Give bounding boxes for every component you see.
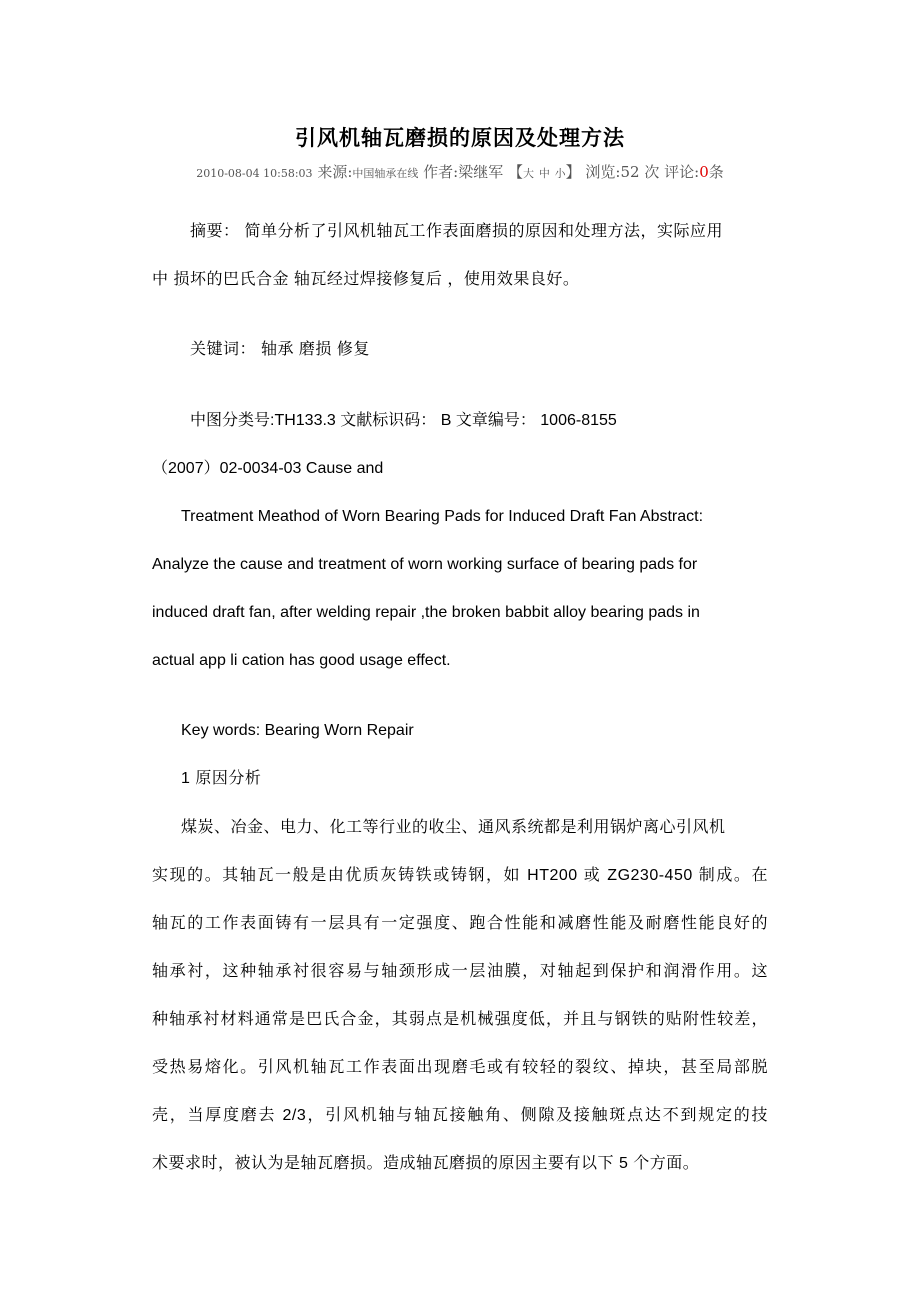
font-size-bracket-close: 】 (565, 163, 581, 181)
body-line-5: 种轴承衬材料通常是巴氏合金，其弱点是机械强度低，并且与钢铁的贴附性较差， (152, 1011, 768, 1028)
article-title: 引风机轴瓦磨损的原因及处理方法 (295, 125, 625, 150)
comments-label: 评论: (664, 163, 700, 181)
abstract-cn-line-2: 中 损坏的巴氏合金 轴瓦经过焊接修复后 ，使用效果良好。 (152, 271, 580, 288)
views-unit: 次 (644, 163, 660, 181)
author-name: 梁继军 (458, 163, 504, 181)
publish-datetime: 2010-08-04 10:58:03 (196, 167, 313, 180)
body-line-4: 轴承衬，这种轴承衬很容易与轴颈形成一层油膜，对轴起到保护和润滑作用。这 (152, 963, 768, 980)
abstract-en-line-1: Treatment Meathod of Worn Bearing Pads for Induced Draft Fan Abstract: (181, 508, 704, 525)
abstract-cn-line-1: 摘要： 简单分析了引风机轴瓦工作表面磨损的原因和处理方法，实际应用 (190, 223, 723, 240)
body-line-7: 壳，当厚度磨去 2/3，引风机轴与轴瓦接触角、侧隙及接触斑点达不到规定的技 (152, 1107, 768, 1124)
font-small-link[interactable]: 小 (554, 167, 566, 180)
source-label: 来源: (317, 163, 353, 181)
body-line-2: 实现的。其轴瓦一般是由优质灰铸铁或铸钢，如 HT200 或 ZG230-450 制成。在 (152, 867, 768, 884)
body-line-8: 术要求时，被认为是轴瓦磨损。造成轴瓦磨损的原因主要有以下 5 个方面。 (152, 1155, 700, 1172)
classification-line-2: （2007）02-0034-03 Cause and (152, 460, 384, 477)
section-heading-1: 1 原因分析 (181, 770, 262, 787)
abstract-en-line-3: induced draft fan, after welding repair ,the broken babbit alloy bearing pads in (152, 604, 700, 621)
font-medium-link[interactable]: 中 (538, 167, 550, 180)
abstract-en-line-2: Analyze the cause and treatment of worn working surface of bearing pads for (152, 556, 698, 573)
abstract-en-line-4: actual app li cation has good usage effect. (152, 652, 451, 669)
classification-line: 中图分类号:TH133.3 文献标识码： B 文章编号： 1006-8155 (190, 412, 617, 429)
views-label: 浏览: (585, 163, 621, 181)
views-count: 52 (620, 163, 640, 181)
body-line-3: 轴瓦的工作表面铸有一层具有一定强度、跑合性能和减磨性能及耐磨性能良好的 (152, 915, 768, 932)
comments-unit: 条 (708, 163, 724, 181)
author-label: 作者: (423, 163, 459, 181)
body-line-6: 受热易熔化。引风机轴瓦工作表面出现磨毛或有较轻的裂纹、掉块，甚至局部脱 (152, 1059, 768, 1076)
article-meta (0, 161, 920, 182)
keywords-en: Key words: Bearing Worn Repair (181, 722, 414, 739)
font-size-bracket-open: 【 (508, 163, 524, 181)
comments-count[interactable]: 0 (699, 163, 709, 181)
keywords-cn: 关键词： 轴承 磨损 修复 (190, 341, 370, 358)
body-line-1: 煤炭、冶金、电力、化工等行业的收尘、通风系统都是利用锅炉离心引风机 (181, 819, 726, 836)
font-large-link[interactable]: 大 (523, 167, 535, 180)
source-name: 中国轴承在线 (352, 167, 419, 180)
